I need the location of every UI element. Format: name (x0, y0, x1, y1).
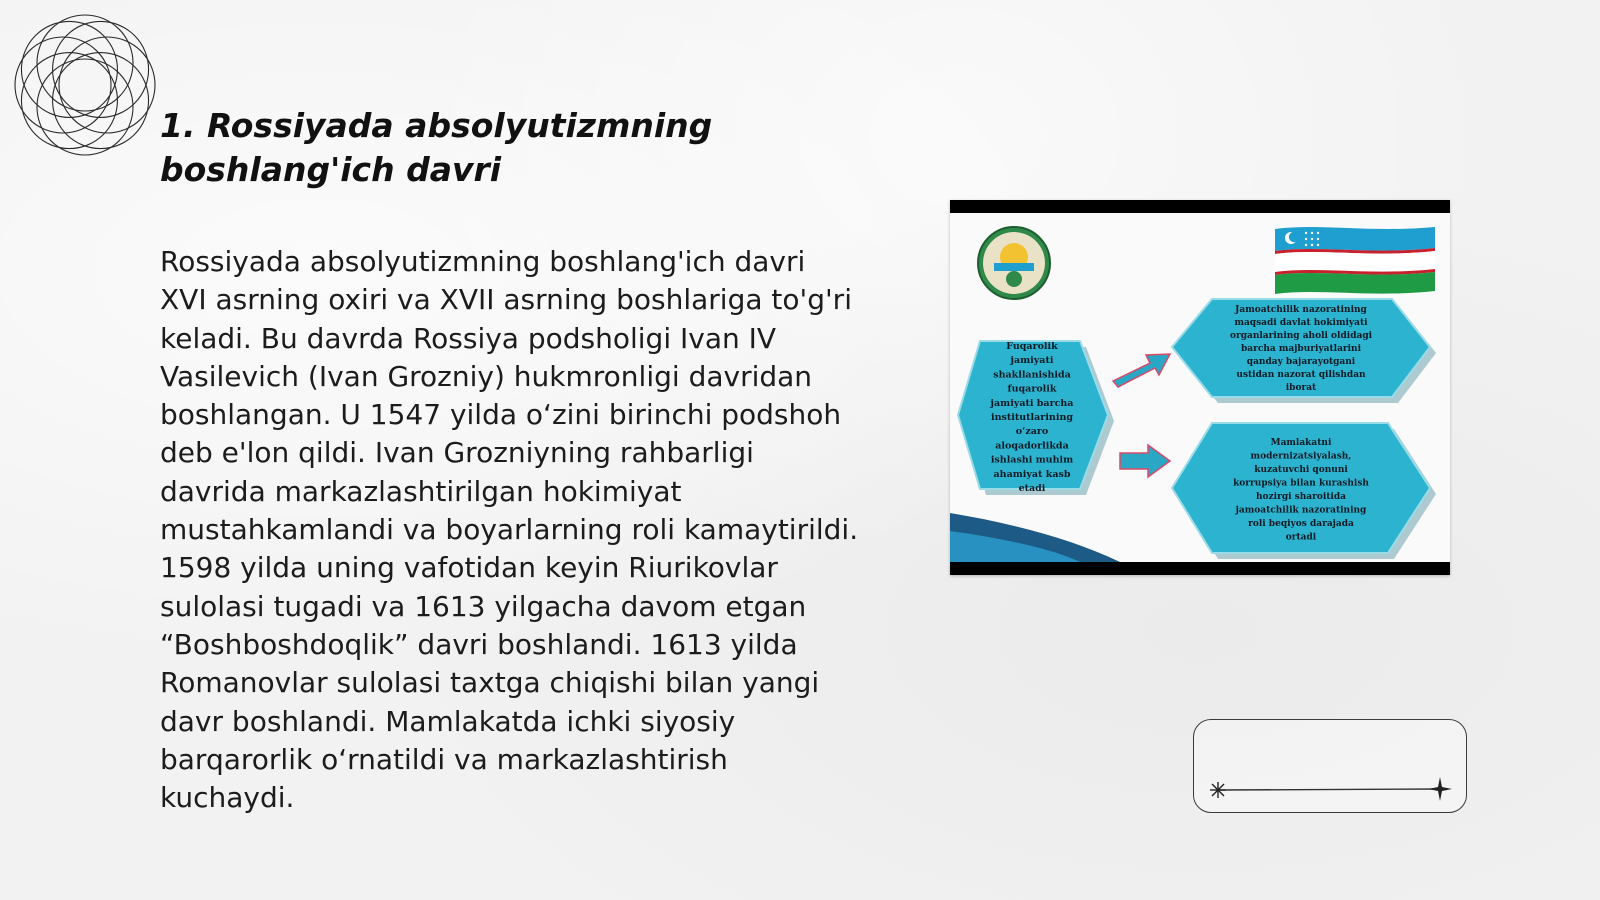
hexagon-text-line: Fuqarolik (1006, 341, 1058, 352)
hexagon-text-line: maqsadi davlat hokimiyati (1234, 318, 1368, 328)
body-paragraph: Rossiyada absolyutizmning boshlang'ich davri XVI asrning oxiri va XVII asrning boshlariga to'g'ri keladi. Bu davrda Rossiya podsholigi Ivan IV Vasilevich (Ivan Grozniy) hukmronligi davridan boshlangan. U 1547 yilda o‘zini birinchi podshoh deb e'lon qildi. Ivan Grozniyning rahbarligi davrida markazlashtirilgan hokimiyat mustahkamlandi va boyarlarning roli kamaytirildi. 1598 yilda uning vafotidan keyin Riurikovlar sulolasi tugadi va 1613 yilgacha davom etgan “Boshboshdoqlik” davri boshlandi. 1613 yilda Romanovlar sulolasi taxtga chiqishi bilan yangi davr boshlandi. Mamlakatda ichki siyosiy barqarorlik o‘rnatildi va markazlashtirish kuchaydi. (160, 245, 859, 815)
hexagon-text-line: fuqarolik (1007, 383, 1057, 395)
embedded-slide-diagram (950, 213, 1450, 562)
hexagon-text-line: hozirgi sharoitida (1256, 492, 1346, 502)
hexagon-text-line: o‘zaro (1015, 426, 1049, 438)
ornament-ring (53, 53, 149, 149)
hexagon-text-line: shakllanishida (993, 369, 1071, 381)
decorative-card (1193, 719, 1467, 813)
hexagon-text-line: roli beqiyos darajada (1248, 519, 1354, 529)
ornament-ring (21, 21, 117, 117)
top-right-hexagon-text (1230, 305, 1373, 393)
hexagon-text-line: aloqadorlikda (995, 440, 1069, 452)
slide-title: 1. Rossiyada absolyutizmning boshlang'ich davri (160, 106, 713, 189)
ornament-ring (37, 15, 133, 111)
ornament-ring (15, 37, 111, 133)
hexagon-text-line: modernizatsiyalash, (1250, 451, 1352, 462)
interlaced-circles-ornament (10, 10, 160, 160)
hexagon-text-line: kuzatuvchi qonuni (1254, 465, 1348, 475)
hexagon-text-line: jamiyati (1010, 355, 1054, 367)
hexagon-text-line: qanday bajarayotgani (1246, 357, 1356, 367)
hexagon-text-line: Jamoatchilik nazoratining (1235, 305, 1367, 315)
embedded-slide-image (950, 200, 1450, 575)
four-point-star-icon (1428, 777, 1452, 801)
hexagon-text-line: Mamlakatni (1270, 438, 1332, 448)
hexagon-text-line: jamiyati barcha (990, 397, 1074, 409)
ornament-ring (37, 59, 133, 155)
ornament-ring (21, 53, 117, 149)
hexagon-text-line: ustidan nazorat qilishdan (1236, 370, 1366, 380)
hexagon-text-line: ortadi (1285, 532, 1317, 543)
hexagon-text-line: ishlashi muhim (990, 454, 1074, 466)
hexagon-text-line: barcha majburiyatlarini (1240, 344, 1362, 354)
hexagon-text-line: ahamiyat kasb (993, 468, 1071, 480)
hexagon-text-line: korrupsiya bilan kurashish (1233, 478, 1369, 489)
hexagon-text-line: etadi (1018, 483, 1046, 494)
uzbekistan-emblem-icon (978, 227, 1050, 299)
ornament-ring (53, 21, 149, 117)
sparkle-icon (1210, 782, 1226, 798)
hexagon-text-line: jamoatchilik nazoratining (1235, 505, 1367, 516)
ornament-ring (59, 37, 155, 133)
arrow-right-icon (1120, 445, 1170, 477)
card-decoration (1194, 720, 1466, 812)
uzbekistan-flag-icon (1275, 227, 1435, 294)
hexagon-text-line: institutlarining (991, 412, 1073, 423)
arrow-up-right-icon (1113, 354, 1170, 387)
hexagon-text-line: iborat (1285, 383, 1317, 393)
hexagon-text-line: organlarining aholi oldidagi (1229, 331, 1373, 341)
